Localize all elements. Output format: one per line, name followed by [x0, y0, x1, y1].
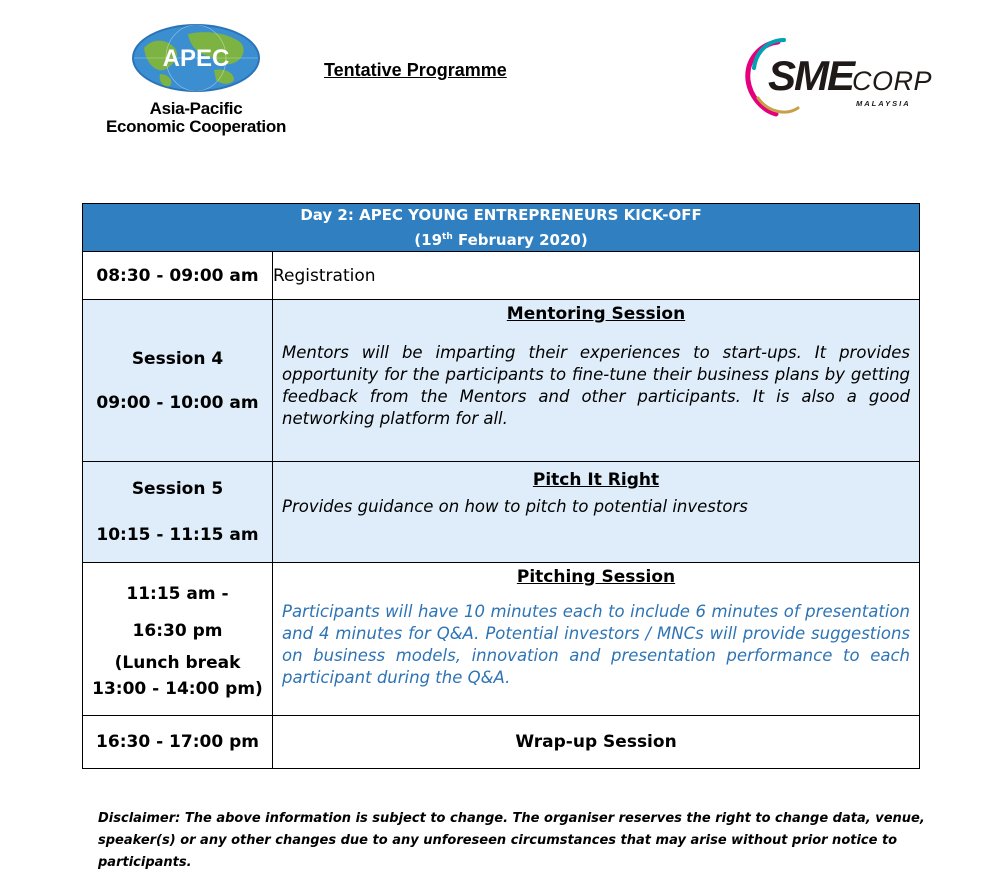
- table-heading: [83, 204, 920, 252]
- session-label: Session 4: [131, 348, 224, 369]
- page-title: Tentative Programme: [324, 60, 507, 80]
- apec-logo: [96, 22, 296, 140]
- table-heading-line1: Day 2: APEC YOUNG ENTREPRENEURS KICK-OFF: [300, 206, 702, 224]
- time-cell: 16:30 - 17:00 pm: [83, 716, 273, 769]
- smecorp-logo-main: SME: [768, 52, 854, 99]
- session-time-start: 11:15 am -: [126, 584, 229, 604]
- heading-date-rest: February 2020): [452, 231, 588, 249]
- description-cell: Registration: [273, 252, 920, 300]
- session-title: Pitching Session: [516, 567, 676, 587]
- smecorp-logo-sub: MALAYSIA: [856, 99, 911, 108]
- session-description: Participants will have 10 minutes each to include 6 minutes of presentation and 4 minutes for Q&A. Potential investors / MNCs will provide suggestions on business models, innovation and presentation performance to each participant during the Q&A.: [282, 602, 910, 687]
- heading-date-open: (19: [414, 231, 443, 249]
- programme-table: [82, 203, 920, 769]
- table-row: [83, 716, 920, 769]
- session-time: 10:15 - 11:15 am: [96, 525, 259, 545]
- session-time-end: 16:30 pm: [132, 621, 223, 641]
- table-heading-date: [83, 226, 919, 251]
- table-row: [83, 300, 920, 462]
- session-time: 09:00 - 10:00 am: [96, 392, 259, 413]
- description-cell: [273, 462, 920, 563]
- table-row: [83, 462, 920, 563]
- heading-date-sup: th: [442, 232, 453, 242]
- time-cell: [83, 462, 273, 563]
- session-title: Wrap-up Session: [273, 716, 920, 769]
- description-cell: [273, 300, 920, 462]
- table-row: [83, 563, 920, 716]
- apec-logo-text: APEC: [162, 45, 230, 72]
- apec-name-line1: Asia-Pacific: [149, 99, 243, 118]
- disclaimer: Disclaimer: The above information is subject to change. The organiser reserves the right to change data, venue, speaker(s) or any other changes due to any unforeseen circumstances that may arise without prior notice to participants.: [98, 811, 925, 870]
- apec-name: [96, 100, 296, 136]
- table-row: [83, 252, 920, 300]
- time-cell: 08:30 - 09:00 am: [83, 252, 273, 300]
- lunch-break-time: 13:00 - 14:00 pm): [92, 679, 263, 699]
- smecorp-logo-corp: CORP: [852, 66, 933, 96]
- apec-name-line2: Economic Cooperation: [105, 117, 287, 136]
- session-title: Mentoring Session: [506, 304, 686, 324]
- time-cell: [83, 300, 273, 462]
- session-label: Session 5: [131, 479, 224, 499]
- session-description: Mentors will be imparting their experiences to start-ups. It provides opportunity for the participants to fine-tune their business plans by getting feedback from the Mentors and other participants. It is also a good networking platform for all.: [282, 343, 910, 428]
- time-cell: [83, 563, 273, 716]
- globe-icon: [130, 22, 262, 94]
- session-description: Provides guidance on how to pitch to potential investors: [282, 497, 748, 516]
- lunch-break-label: (Lunch break: [114, 653, 241, 673]
- description-cell: [273, 563, 920, 716]
- smecorp-logo: [738, 36, 938, 120]
- table-header: [83, 204, 920, 252]
- session-title: Pitch It Right: [532, 470, 660, 490]
